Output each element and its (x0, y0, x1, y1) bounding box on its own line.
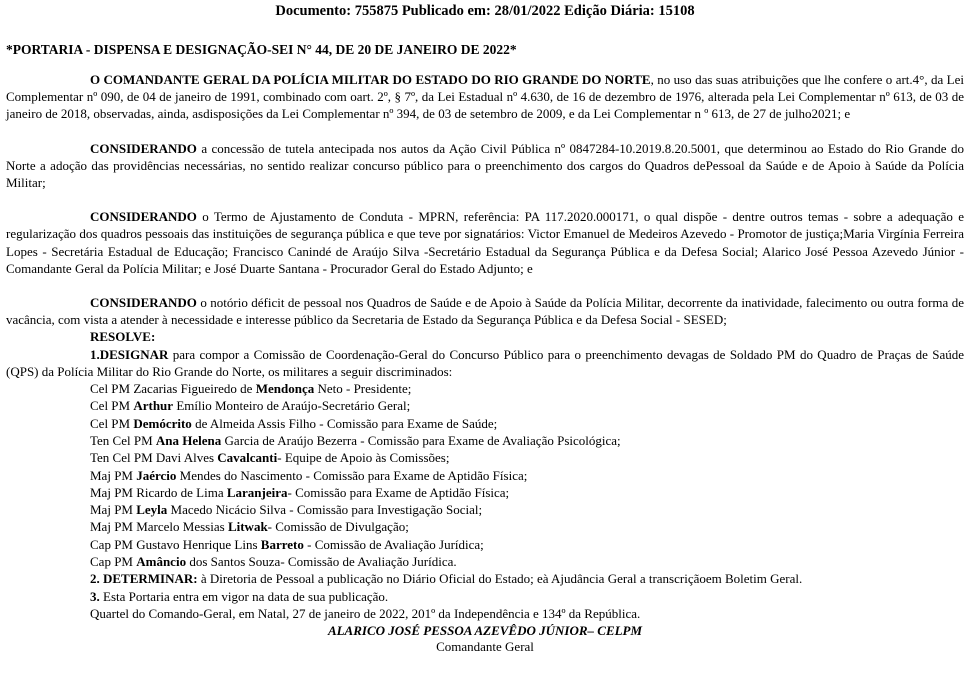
item-3-paragraph (6, 588, 964, 605)
signature-role: Comandante Geral (436, 638, 534, 654)
considerando-lead: CONSIDERANDO (90, 295, 197, 311)
considerando-paragraph-1 (6, 140, 964, 192)
preamble-lead: O COMANDANTE GERAL DA POLÍCIA MILITAR DO ESTADO DO RIO GRANDE DO NORTE (90, 72, 651, 87)
item-3-text: Esta Portaria entra em vigor na data de sua publicação. (99, 588, 389, 604)
list-item: Cap PM Amâncio dos Santos Souza- Comissão de Avaliação Jurídica. (90, 554, 457, 570)
signature-name: ALARICO JOSÉ PESSOA AZEVÊDO JÚNIOR– CELPM (327, 622, 643, 638)
document-page (0, 2, 968, 673)
list-item: Maj PM Leyla Macedo Nicácio Silva - Comissão para Investigação Social; (90, 502, 483, 518)
list-item: Ten Cel PM Davi Alves Cavalcanti- Equipe de Apoio às Comissões; (90, 450, 450, 466)
considerando-text: o notório déficit de pessoal nos Quadros de Saúde e de Apoio à Saúde da Polícia Militar, decorrente da inatividade, falecimento ou outra forma de vacância, com vista a atender à necessidade e interesse público da Secretaria de Estado da Segurança Pública e da Defesa Social - SESED; (6, 295, 964, 328)
item-2-lead: 2. DETERMINAR: (90, 571, 198, 587)
list-item: Cel PM Arthur Emílio Monteiro de Araújo-Secretário Geral; (90, 398, 411, 414)
document-header: Documento: 755875 Publicado em: 28/01/2022 Edição Diária: 15108 (275, 3, 695, 19)
considerando-lead: CONSIDERANDO (90, 209, 197, 225)
list-item: Cap PM Gustavo Henrique Lins Barreto - Comissão de Avaliação Jurídica; (90, 536, 484, 552)
considerando-text: o Termo de Ajustamento de Conduta - MPRN, referência: PA 117.2020.000171, o qual dispõe - dentre outros temas - sobre a adequação e regularização dos quadros pessoais das instituições de segurança pública e que teve por signatários: Victor Emanuel de Medeiros Azevedo - Promotor de justiça;Maria Virgínia Ferreira Lopes - Secretária Estadual de Educação; Francisco Canindé de Araújo Silva -Secretário Estadual da Segurança Pública e da Defesa Social; Alarico José Pessoa Azevedo Júnior -Comandante Geral da Polícia Militar; e José Duarte Santana - Procurador Geral do Estado Adjunto; e (6, 209, 964, 276)
item-1-paragraph (6, 346, 964, 380)
item-2-paragraph (6, 570, 964, 587)
portaria-title: *PORTARIA - DISPENSA E DESIGNAÇÃO-SEI N° 44, DE 20 DE JANEIRO DE 2022* (6, 42, 517, 57)
item-3-lead: 3. (90, 588, 100, 604)
considerando-paragraph-3 (6, 294, 964, 328)
item-1-lead: 1.DESIGNAR (90, 346, 169, 362)
considerando-lead: CONSIDERANDO (90, 140, 197, 156)
list-item: Cel PM Zacarias Figueiredo de Mendonça Neto - Presidente; (90, 381, 412, 397)
preamble-paragraph (6, 71, 964, 123)
considerando-paragraph-2 (6, 208, 964, 277)
list-item: Maj PM Jaércio Mendes do Nascimento - Comissão para Exame de Aptidão Física; (90, 467, 528, 483)
list-item: Ten Cel PM Ana Helena Garcia de Araújo Bezerra - Comissão para Exame de Avaliação Psicológica; (90, 432, 621, 448)
preamble-text: , no uso das suas atribuições que lhe confere o art.4°, da Lei Complementar nº 090, de 04 de janeiro de 1991, combinado com oart. 2º, § 7º, da Lei Estadual nº 4.630, de 16 de dezembro de 1976, alterada pela Lei Complementar nº 613, de 03 de janeiro de 2018, observadas, ainda, asdisposições da Lei Complementar nº 394, de 03 de setembro de 2009, e da Lei Complementar n º 613, de 27 de julho2021; e (6, 72, 964, 122)
resolve-label: RESOLVE: (90, 329, 156, 345)
list-item: Maj PM Marcelo Messias Litwak- Comissão de Divulgação; (90, 519, 409, 535)
list-item: Cel PM Demócrito de Almeida Assis Filho - Comissão para Exame de Saúde; (90, 415, 498, 431)
closing-line: Quartel do Comando-Geral, em Natal, 27 de janeiro de 2022, 201º da Independência e 134º da República. (90, 605, 641, 621)
members-list (6, 380, 964, 570)
resolve-heading (6, 328, 964, 345)
item-2-text: à Diretoria de Pessoal a publicação no Diário Oficial do Estado; eà Ajudância Geral a transcriçãoem Boletim Geral. (197, 571, 803, 587)
item-1-text: para compor a Comissão de Coordenação-Geral do Concurso Público para o preenchimento devagas de Soldado PM do Quadro de Praças de Saúde (QPS) da Polícia Militar do Rio Grande do Norte, os militares a seguir discriminados: (6, 346, 964, 379)
considerando-text: a concessão de tutela antecipada nos autos da Ação Civil Pública nº 0847284-10.2019.8.20.5001, que determinou ao Estado do Rio Grande do Norte a adoção das providências necessárias, no sentido realizar concurso público para o preenchimento dos cargos do Quadros dePessoal da Saúde e de Apoio à Saúde da Polícia Militar; (6, 140, 964, 191)
list-item: Maj PM Ricardo de Lima Laranjeira- Comissão para Exame de Aptidão Física; (90, 484, 510, 500)
